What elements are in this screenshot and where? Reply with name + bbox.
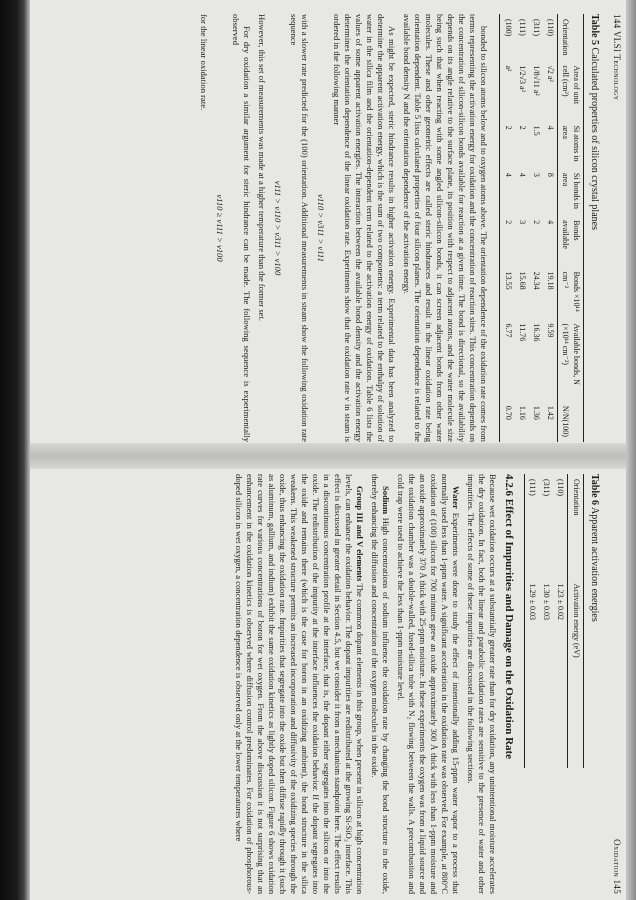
table-cell: 9.59 [546, 323, 556, 338]
table-5-header: N/N(100) [561, 405, 571, 437]
book-gutter [30, 443, 626, 469]
table-cell: 0.70 [503, 405, 513, 420]
table-6-caption [588, 474, 601, 894]
table-cell: 1.36 [531, 405, 541, 420]
body-paragraph: For dry oxidation a similar argument for steric hindrance can be made. The following sequence is experimentally observed [231, 14, 253, 442]
table-cell: 15.68 [517, 271, 527, 290]
body-paragraph: with a slower rate predicted for the (100) orientation. Additional measurements in steam show the following oxidation rate sequence [289, 14, 311, 442]
table-cell: 19.18 [546, 271, 556, 290]
table-cell: 11.76 [517, 323, 527, 342]
table-cell: 1.30 ± 0.03 [542, 583, 552, 621]
table-5-header: Si bonds in area [561, 172, 581, 209]
table-cell: 3 [531, 172, 541, 177]
table-cell: (311) [531, 19, 541, 37]
table-5-header: Available bonds, N (×10¹⁴ cm⁻²) [561, 323, 581, 385]
body-paragraph: bonded to silicon atoms below and to oxygen atoms above. The orientation dependence of the oxidation rate comes from terms representing the activation energy for oxidation and the concentration of reaction sites. This concentration depends on the concentration of silicon-silicon bonds available for reaction at a given time. The bond is directional, so the availability depends on its angle relative to the surface plane, its position with respect to adjacent atoms, and the water molecule size being such that when reacting with some angled silicon-silicon bonds, it can screen adjacent bonds from other water molecules. These and other geometric effects are called steric hindrances and result in the linear oxidation rate being orientation dependent. Table 5 lists calculated properties of four silicon planes. The orientation dependence is related to the available bond density N and the orientation dependence of the activation energy. [402, 14, 490, 442]
runin-heading: Water [450, 486, 461, 509]
table-row [539, 474, 553, 768]
table-cell: 6.77 [503, 323, 513, 338]
running-head-left [610, 14, 622, 442]
table-6 [524, 474, 584, 768]
table-cell: √2 a² [546, 65, 556, 82]
book-title: VLSI Technology [612, 30, 622, 101]
table-cell: 2 [531, 220, 541, 225]
table-cell: 1.42 [546, 405, 556, 420]
page-number: 144 [612, 14, 622, 29]
body-paragraph-sodium [369, 474, 391, 894]
body-paragraph: for the linear oxidation rate. [199, 14, 210, 111]
table-cell: 4 [517, 172, 527, 177]
table-row [515, 14, 529, 442]
table-cell: (311) [542, 479, 552, 497]
table-cell: 4 [546, 125, 556, 130]
table-cell: 16.36 [531, 323, 541, 342]
table-cell: (111) [517, 19, 527, 36]
table-cell: 3 [517, 220, 527, 225]
runin-heading: Group III and V elements [354, 486, 365, 582]
table-cell: 2 [503, 220, 513, 225]
runin-heading: Sodium [380, 486, 391, 515]
table-5-label: Table 5 [589, 14, 601, 46]
table-5-header: Area of unit cell (cm²) [561, 65, 581, 105]
table-5-caption [588, 14, 601, 442]
table-5-header-row [558, 14, 583, 442]
table-cell: 1/8√11 a² [531, 65, 541, 96]
equation: v110 > v311 > v111 [316, 194, 327, 262]
table-5-header: Orientation [561, 19, 571, 56]
table-cell: 1.5 [531, 125, 541, 136]
table-cell: 1/2√3 a² [517, 65, 527, 92]
table-cell: 1.29 ± 0.03 [527, 583, 537, 621]
paragraph-text: Experiments were done to study the effect of intentionally adding 15-ppm water vapor to a process that normally used less than 1-ppm water. A significant acceleration in the oxidation rate was observed. For example, at 800°C oxidation of (100) silicon for 700 minutes grew an oxide approximately 300 Å thick with less than 1-ppm moisture and an oxide approximately 370 Å thick with 25-ppm moisture. In these experiments the oxygen was from a liquid source and the oxidation chamber was a double-walled, fused-silica tube with N₂ flowing between the walls. A precombustion and cold trap were used to achieve the less than 1-ppm moisture level. [395, 474, 461, 894]
table-cell: 4 [546, 220, 556, 225]
body-paragraph: As might be expected, steric hindrance results in higher activation energy. Experimental data has been analyzed to determine the apparent activation energy, which is the sum of two components: a term related to the enthalpy of solution of water in the silica film and the orientation-dependent term related to the activation energy of oxidation. Table 6 lists the values of some apparent activation energies. The interaction between the available bond density and the activation energy determines the orientation dependence of the linear oxidation rate. Experiments show that the oxidation rate v in steam is ordered in the following manner [332, 14, 398, 442]
table-cell: (100) [503, 19, 513, 37]
paragraph-text: The common dopant elements in this group, when present in silicon at high concentration levels, can enhance the oxidation behavior. The dopant impurities are redistributed at the growing Si-SiO₂ interface. This effect is discussed in greater detail in Section 4.5, but we consider it from a mechanism standpoint here. The effect results in a discontinuous concentration profile at the interface, that is, the dopant either segregates into the silicon or into the oxide. The redistribution of the impurity at the interface influences the oxidation behavior. If the dopant segregates into the oxide and remains there (which is the case for boron in an oxidizing ambient), the bond structure in the silica weakens. This weakened structure permits an increased incorporation and diffusivity of the oxidizing species through the oxide, thus enhancing the oxidation rate. Impurities that segregate into the oxide but then diffuse rapidly through it (such as aluminum, gallium, and indium) exhibit the same oxidation kinetics as lightly doped silicon. Figure 6 shows oxidation rate curves for various concentrations of boron for wet oxygen. From the above discussion it is not surprising that an enhancement in the oxidation kinetics is observed where diffusion control predominates. For oxidation of phosphorous-doped silicon in wet oxygen, a concentration dependence is observed only at the lower temperatures where [233, 474, 365, 894]
table-row [529, 14, 543, 442]
table-6-header: Orientation [571, 479, 581, 516]
page-144 [34, 14, 622, 442]
body-paragraph: Because wet oxidation occurs at a substantially greater rate than for dry oxidation, any unintentional moisture accelerates the dry oxidation. In fact, both the linear and parabolic oxidation rates are sensitive to the presence of water and other impurities. The effects of some of these impurities are discussed in the following sections. [465, 474, 498, 894]
running-head-right [610, 474, 622, 894]
table-cell: 2 [517, 125, 527, 130]
table-6-label: Table 6 [589, 474, 601, 506]
body-paragraph: However, this set of measurements was made at a higher temperature than the former set. [257, 14, 268, 322]
table-row [524, 474, 539, 768]
table-6-header-row [568, 474, 583, 768]
table-5-title: Calculated properties of silicon crystal planes [589, 47, 601, 230]
table-cell: 13.55 [503, 271, 513, 290]
table-cell: 2 [503, 125, 513, 130]
section-heading: 4.2.6 Effect of Impurities and Damage on the Oxidation Rate [502, 474, 515, 760]
table-cell: (110) [556, 479, 566, 497]
table-5-header: Bonds ×10¹⁴ cm⁻² [561, 271, 581, 312]
body-paragraph-group [233, 474, 365, 894]
table-cell: 4 [503, 172, 513, 177]
page-number: 145 [612, 879, 622, 894]
table-5-header: Bonds available [561, 220, 581, 249]
chapter-title: Oxidation [612, 839, 622, 878]
table-row [500, 14, 515, 442]
page-145 [34, 474, 622, 894]
table-row [543, 14, 558, 442]
table-5 [499, 14, 583, 442]
table-cell: (111) [527, 479, 537, 496]
table-6-title: Apparent activation energies [589, 506, 601, 622]
table-cell: 8 [546, 172, 556, 177]
paragraph-text: High concentrations of sodium influence the oxidation rate by changing the bond structure in the oxide, thereby enhancing the diffusion and concentration of the oxygen molecules in the oxide. [369, 474, 391, 894]
table-5-header: Si atoms in area [561, 125, 581, 162]
scanner-shadow-edge [0, 0, 30, 900]
body-paragraph-water [395, 474, 461, 894]
equation: v111 > v110 > v311 > v100 [273, 180, 284, 276]
equation: v110 ≥ v111 > v100 [215, 194, 226, 262]
table-row [553, 474, 568, 768]
table-cell: a² [503, 65, 513, 72]
table-cell: 1.16 [517, 405, 527, 420]
scanner-edge-right [626, 0, 636, 900]
table-cell: 24.34 [531, 271, 541, 290]
table-6-header: Activation energy (eV) [571, 583, 581, 658]
table-cell: 1.23 ± 0.02 [556, 583, 566, 621]
table-cell: (110) [546, 19, 556, 37]
